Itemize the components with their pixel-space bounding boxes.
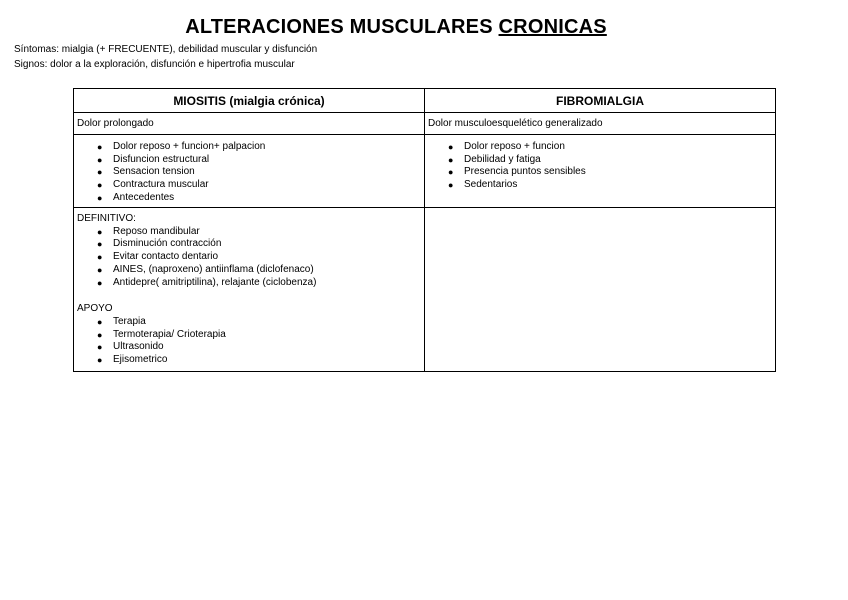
- list-item: [428, 179, 772, 192]
- header-miositis: MIOSITIS (mialgia crónica): [74, 89, 425, 113]
- list-item-text: Terapia: [113, 315, 146, 327]
- fibromialgia-treatment-cell: [425, 208, 776, 372]
- list-item: [77, 264, 421, 277]
- list-item: [77, 226, 421, 239]
- fibromialgia-symptoms-list: [428, 141, 772, 192]
- table-header-row: [74, 89, 776, 113]
- list-item-text: Sedentarios: [464, 179, 518, 191]
- list-item-text: Termoterapia/ Crioterapia: [113, 328, 226, 340]
- list-item-text: Antecedentes: [113, 191, 175, 203]
- bullet-icon: ●: [97, 277, 103, 288]
- list-item-text: Dolor reposo + funcion+ palpacion: [113, 141, 266, 152]
- miositis-treatment-cell: [74, 208, 425, 372]
- bullet-icon: ●: [97, 142, 103, 152]
- intro-sintomas: Síntomas: mialgia (+ FRECUENTE), debilidad muscular y disfunción: [14, 44, 318, 55]
- header-fibromialgia: FIBROMIALGIA: [425, 89, 776, 113]
- document-title: [0, 16, 792, 39]
- list-item-text: Ejisometrico: [113, 354, 168, 366]
- list-item-text: Antidepre( amitriptilina), relajante (ciclobenza): [113, 276, 317, 288]
- list-item: [77, 354, 421, 367]
- spacer: [77, 289, 421, 303]
- subheader-miositis: Dolor prolongado: [74, 113, 425, 135]
- bullet-icon: ●: [448, 180, 454, 191]
- bullet-icon: ●: [448, 142, 454, 152]
- bullet-icon: ●: [97, 154, 103, 165]
- intro-signos: Signos: dolor a la exploración, disfunción e hipertrofia muscular: [14, 59, 295, 70]
- list-item: [77, 277, 421, 290]
- list-item: [428, 154, 772, 167]
- list-item-text: Debilidad y fatiga: [464, 153, 541, 165]
- table-symptoms-row: [74, 135, 776, 208]
- list-item: [77, 166, 421, 179]
- bullet-icon: ●: [97, 355, 103, 366]
- apoyo-list: [77, 316, 421, 367]
- bullet-icon: ●: [448, 167, 454, 178]
- table-subheader-row: [74, 113, 776, 135]
- bullet-icon: ●: [97, 264, 103, 275]
- bullet-icon: ●: [97, 239, 103, 250]
- bullet-icon: ●: [97, 167, 103, 178]
- list-item: [77, 341, 421, 354]
- list-item-text: AINES, (naproxeno) antiinflama (diclofenaco): [113, 263, 314, 275]
- list-item-text: Evitar contacto dentario: [113, 251, 219, 263]
- list-item-text: Presencia puntos sensibles: [464, 166, 586, 178]
- list-item-text: Contractura muscular: [113, 179, 209, 191]
- list-item: [428, 141, 772, 154]
- list-item-text: Ultrasonido: [113, 341, 164, 353]
- comparison-table: [73, 88, 776, 372]
- bullet-icon: ●: [97, 192, 103, 203]
- list-item: [77, 329, 421, 342]
- list-item: [77, 179, 421, 192]
- table-treatment-row: [74, 208, 776, 372]
- list-item-text: Dolor reposo + funcion: [464, 141, 565, 152]
- list-item: [77, 238, 421, 251]
- subheader-fibromialgia: Dolor musculoesquelético generalizado: [425, 113, 776, 135]
- bullet-icon: ●: [97, 180, 103, 191]
- list-item: [428, 166, 772, 179]
- list-item: [77, 192, 421, 205]
- list-item: [77, 141, 421, 154]
- apoyo-label: APOYO: [77, 303, 113, 315]
- title-underlined: CRONICAS: [498, 16, 607, 38]
- bullet-icon: ●: [97, 252, 103, 263]
- bullet-icon: ●: [97, 226, 103, 237]
- miositis-symptoms-list: [77, 141, 421, 205]
- bullet-icon: ●: [97, 342, 103, 353]
- list-item: [77, 316, 421, 329]
- list-item: [77, 251, 421, 264]
- bullet-icon: ●: [448, 154, 454, 165]
- definitivo-label: DEFINITIVO:: [77, 213, 136, 224]
- miositis-symptoms-cell: [74, 135, 425, 208]
- list-item-text: Disminución contracción: [113, 238, 222, 250]
- title-main: ALTERACIONES MUSCULARES: [185, 16, 493, 38]
- fibromialgia-symptoms-cell: [425, 135, 776, 208]
- list-item: [77, 154, 421, 167]
- bullet-icon: ●: [97, 316, 103, 327]
- list-item-text: Reposo mandibular: [113, 225, 200, 237]
- list-item-text: Sensacion tension: [113, 166, 195, 178]
- bullet-icon: ●: [97, 329, 103, 340]
- list-item-text: Disfuncion estructural: [113, 153, 210, 165]
- definitivo-list: [77, 226, 421, 290]
